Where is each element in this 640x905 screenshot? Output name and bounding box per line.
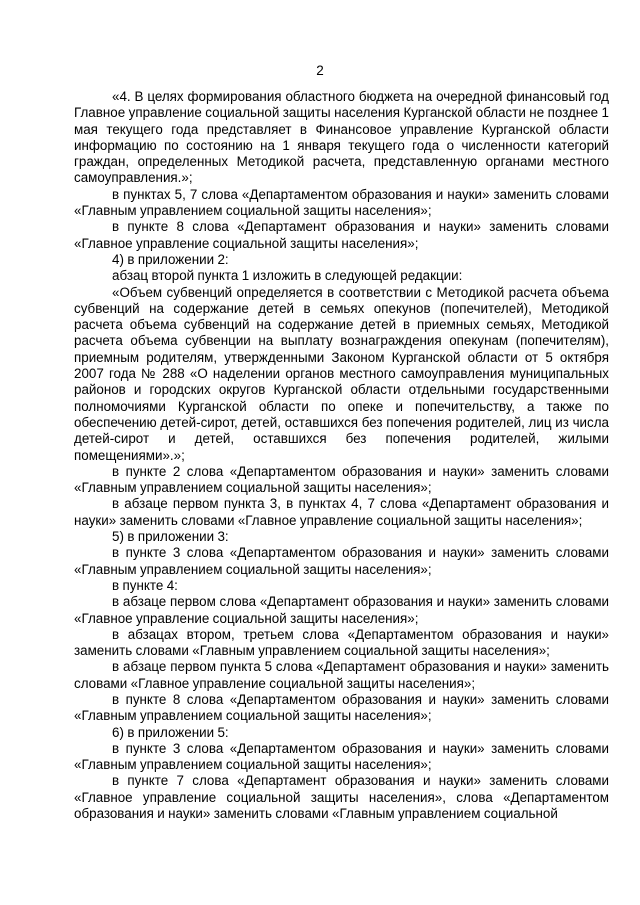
paragraph-items-5-7: в пунктах 5, 7 слова «Департаментом образования и науки» заменить словами «Главным управлением социальной защиты населения»;	[74, 186, 609, 219]
paragraph-appendix-3-item-8: в пункте 8 слова «Департаментом образования и науки» заменить словами «Главным управлением социальной защиты населения»;	[74, 691, 609, 724]
paragraph-appendix-3-item-5: в абзаце первом пункта 5 слова «Департамент образования и науки» заменить словами «Главное управление социальной защиты населения»;	[74, 659, 609, 691]
paragraph-appendix-2-intro: абзац второй пункта 1 изложить в следующей редакции:	[112, 268, 463, 284]
paragraph-item-8: в пункте 8 слова «Департамент образования и науки» заменить словами «Главное управление социальной защиты населения»;	[74, 219, 609, 251]
paragraph-appendix-5-heading: 6) в приложении 5:	[112, 724, 229, 740]
paragraph-appendix-2-item-2: в пункте 2 слова «Департаментом образования и науки» заменить словами «Главным управлением социальной защиты населения»;	[74, 463, 609, 496]
paragraph-appendix-3-item-4-second-third: в абзацах втором, третьем слова «Департаментом образования и науки» заменить словами «Главным управлением социальной защиты населения»;	[74, 626, 609, 659]
paragraph-appendix-3-item-4-first: в абзаце первом слова «Департамент образования и науки» заменить словами «Главное управление социальной защиты населения»;	[74, 594, 609, 626]
paragraph-appendix-2-heading: 4) в приложении 2:	[112, 251, 229, 267]
paragraph-subvention-volume: «Объем субвенций определяется в соответствии с Методикой расчета объема субвенций на содержание детей в семьях опекунов (попечителей), Методикой расчета объема субвенций на содержание детей в приемных семьях, Методикой расчета объема субвенции на выплату вознаграждения опекунам (попечителям), приемным родителям, утвержденными Законом Курганской области от 5 октября 2007 года № 288 «О наделении органов местного самоуправления муниципальных районов и городских округов Курганской области отдельными государственными полномочиями Курганской области по опеке и попечительству, а также по обеспечению детей-сирот, детей, оставшихся без попечения родителей, лиц из числа детей-сирот и детей, оставшихся без попечения родителей, жилыми помещениями».»;	[74, 284, 609, 463]
paragraph-appendix-3-item-4: в пункте 4:	[112, 577, 178, 593]
paragraph-appendix-2-item-3: в абзаце первом пункта 3, в пунктах 4, 7 слова «Департамент образования и науки» заменить словами «Главное управление социальной защиты населения»;	[74, 496, 609, 528]
paragraph-appendix-3-heading: 5) в приложении 3:	[112, 529, 229, 545]
paragraph-appendix-3-item-3: в пункте 3 слова «Департаментом образования и науки» заменить словами «Главным управлением социальной защиты населения»;	[74, 545, 609, 577]
paragraph-appendix-5-item-7: в пункте 7 слова «Департамент образования и науки» заменить словами «Главное управление социальной защиты населения», слова «Департаментом образования и науки» заменить словами «Главным управлением социальной	[74, 773, 609, 822]
paragraph-section-4: «4. В целях формирования областного бюджета на очередной финансовый год Главное управление социальной защиты населения Курганской области не позднее 1 мая текущего года представляет в Финансовое управление Курганской области информацию по состоянию на 1 января текущего года о численности категорий граждан, определенных Методикой расчета, представленную органами местного самоуправления.»;	[74, 89, 609, 186]
paragraph-appendix-5-item-3: в пункте 3 слова «Департаментом образования и науки» заменить словами «Главным управлением социальной защиты населения»;	[74, 740, 609, 773]
page-number: 2	[316, 63, 324, 78]
document-body	[74, 89, 609, 822]
